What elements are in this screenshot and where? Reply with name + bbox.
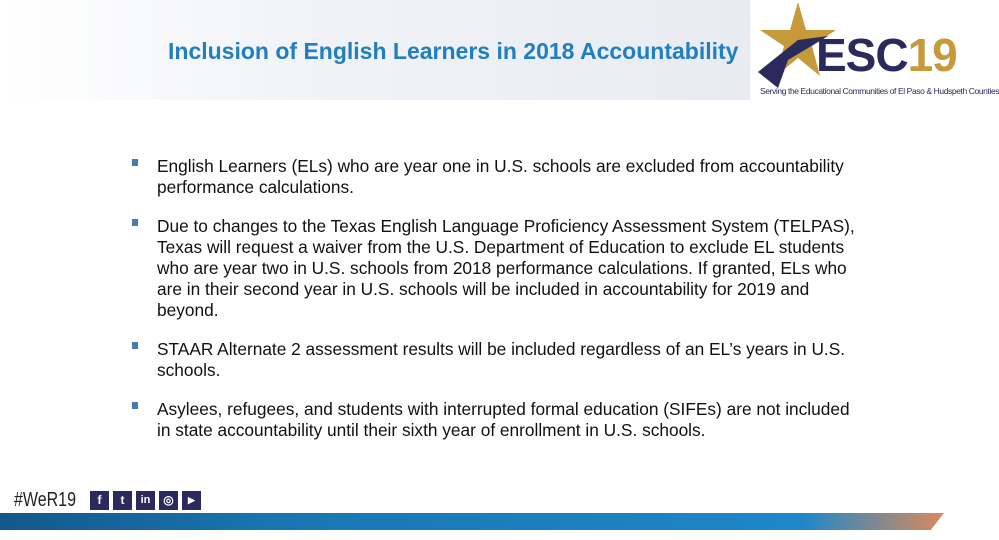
- linkedin-icon[interactable]: in: [136, 491, 155, 510]
- hashtag: #WeR19: [14, 489, 76, 511]
- bullet-item: [132, 399, 862, 441]
- logo-tagline: Serving the Educational Communities of El Paso & Hudspeth Counties: [760, 86, 999, 96]
- bullet-icon: [132, 159, 138, 166]
- twitter-icon[interactable]: t: [113, 491, 132, 510]
- slide-title: Inclusion of English Learners in 2018 Accountability: [168, 38, 739, 64]
- bullet-icon: [132, 402, 138, 409]
- bullet-item: [132, 156, 862, 198]
- bullet-item: [132, 216, 862, 321]
- footer-bar: [0, 513, 944, 530]
- bullet-text: Asylees, refugees, and students with interrupted formal education (SIFEs) are not included in state accountability until their sixth year of enrollment in U.S. schools.: [157, 399, 850, 440]
- facebook-icon[interactable]: f: [90, 491, 109, 510]
- logo-19: 19: [907, 29, 957, 81]
- youtube-icon[interactable]: ▶: [182, 491, 201, 510]
- bullet-text: STAAR Alternate 2 assessment results will be included regardless of an EL’s years in U.S. schools.: [157, 339, 846, 380]
- bullet-item: [132, 339, 862, 381]
- logo-esc: ESC: [816, 29, 908, 81]
- instagram-icon[interactable]: ◎: [159, 491, 178, 510]
- bullet-text: English Learners (ELs) who are year one in U.S. schools are excluded from accountability performance calculations.: [157, 156, 844, 197]
- bullet-icon: [132, 342, 138, 349]
- bullet-icon: [132, 219, 138, 226]
- bullet-text: Due to changes to the Texas English Language Proficiency Assessment System (TELPAS), Texas will request a waiver from the U.S. Department of Education to exclude EL students who are year two in U.S. schools from 2018 performance calculations. If granted, ELs who are in their second year in U.S. schools will be included in accountability for 2019 and beyond.: [157, 216, 855, 320]
- bullet-list: [132, 156, 862, 459]
- esc19-logo: [748, 0, 999, 102]
